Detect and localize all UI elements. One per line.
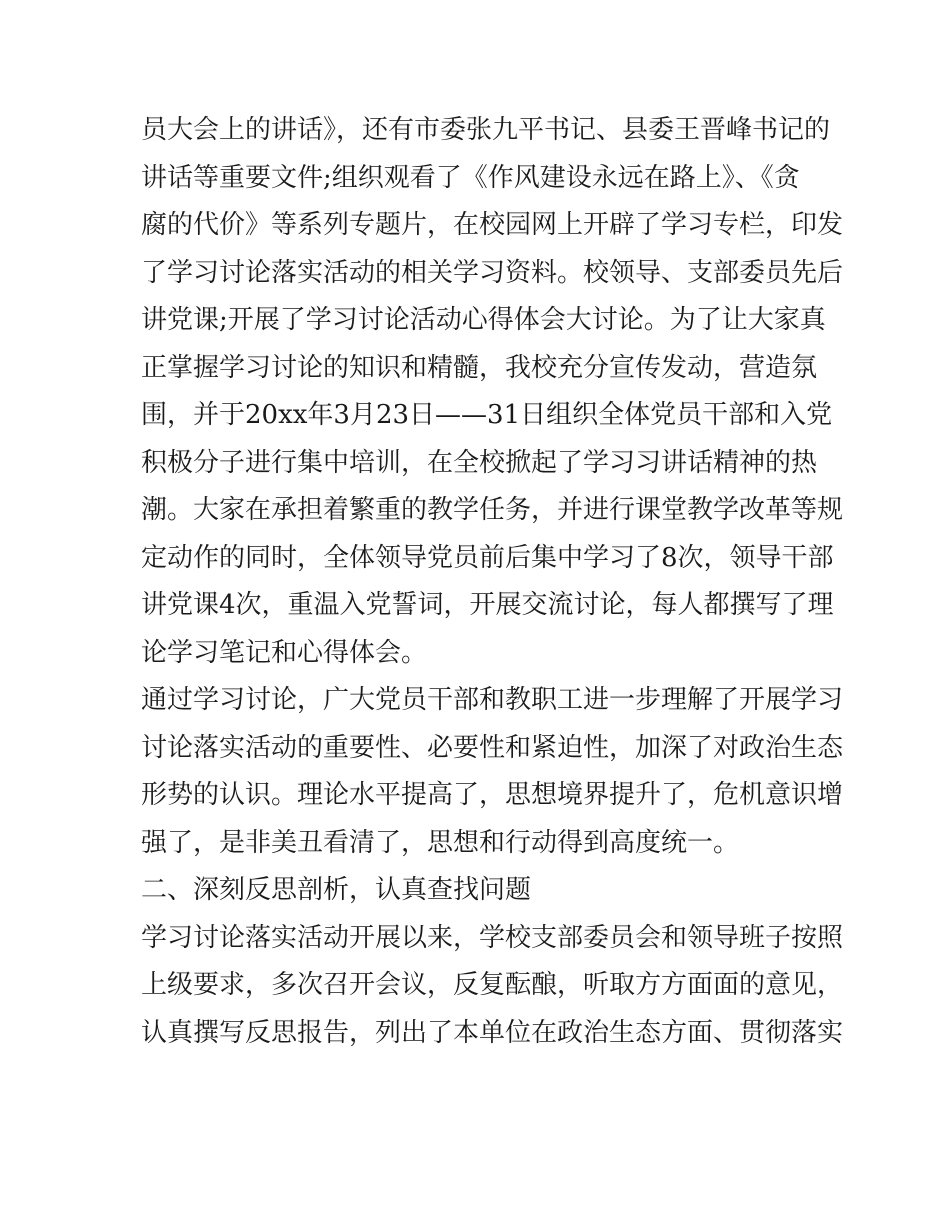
text-line: 论学习笔记和心得体会。 <box>141 637 428 668</box>
text-line: 认真撰写反思报告，列出了本单位在政治生态方面、贯彻落实 <box>141 1017 844 1048</box>
text-line: 讲党课4次，重温入党誓词，开展交流讨论，每人都撰写了理 <box>141 590 834 620</box>
text-line: 讨论落实活动的重要性、必要性和紧迫性，加深了对政治生态 <box>141 732 844 763</box>
body-text <box>141 107 844 1057</box>
text-line: 通过学习讨论，广大党员干部和教职工进一步理解了开展学习 <box>141 685 844 715</box>
text-line: 潮。大家在承担着繁重的教学任务，并进行课堂教学改革等规 <box>141 495 844 525</box>
text-line: 员大会上的讲话》，还有市委张九平书记、县委王晋峰书记的 <box>141 115 831 145</box>
text-line: 讲党课;开展了学习讨论活动心得体会大讨论。为了让大家真 <box>141 305 826 335</box>
text-line: 讲话等重要文件;组织观看了《作风建设永远在路上》、《贪 <box>141 162 800 193</box>
text-line: 上级要求，多次召开会议，反复酝酿，听取方方面面的意见， <box>141 970 844 1000</box>
text-line: 正掌握学习讨论的知识和精髓，我校充分宣传发动，营造氛 <box>141 352 818 383</box>
section-heading: 二、深刻反思剖析，认真查找问题 <box>141 875 532 905</box>
text-line: 围，并于20xx年3月23日——31日组织全体党员干部和入党 <box>141 400 833 430</box>
text-line: 积极分子进行集中培训，在全校掀起了学习习讲话精神的热 <box>141 447 818 478</box>
text-line: 了学习讨论落实活动的相关学习资料。校领导、支部委员先后 <box>141 257 844 288</box>
text-line: 强了，是非美丑看清了，思想和行动得到高度统一。 <box>141 827 740 858</box>
text-line: 形势的认识。理论水平提高了，思想境界提升了，危机意识增 <box>141 780 844 810</box>
text-line: 腐的代价》等系列专题片，在校园网上开辟了学习专栏，印发 <box>141 210 844 240</box>
text-line: 定动作的同时，全体领导党员前后集中学习了8次，领导干部 <box>141 542 834 573</box>
text-line: 学习讨论落实活动开展以来，学校支部委员会和领导班子按照 <box>141 922 844 953</box>
